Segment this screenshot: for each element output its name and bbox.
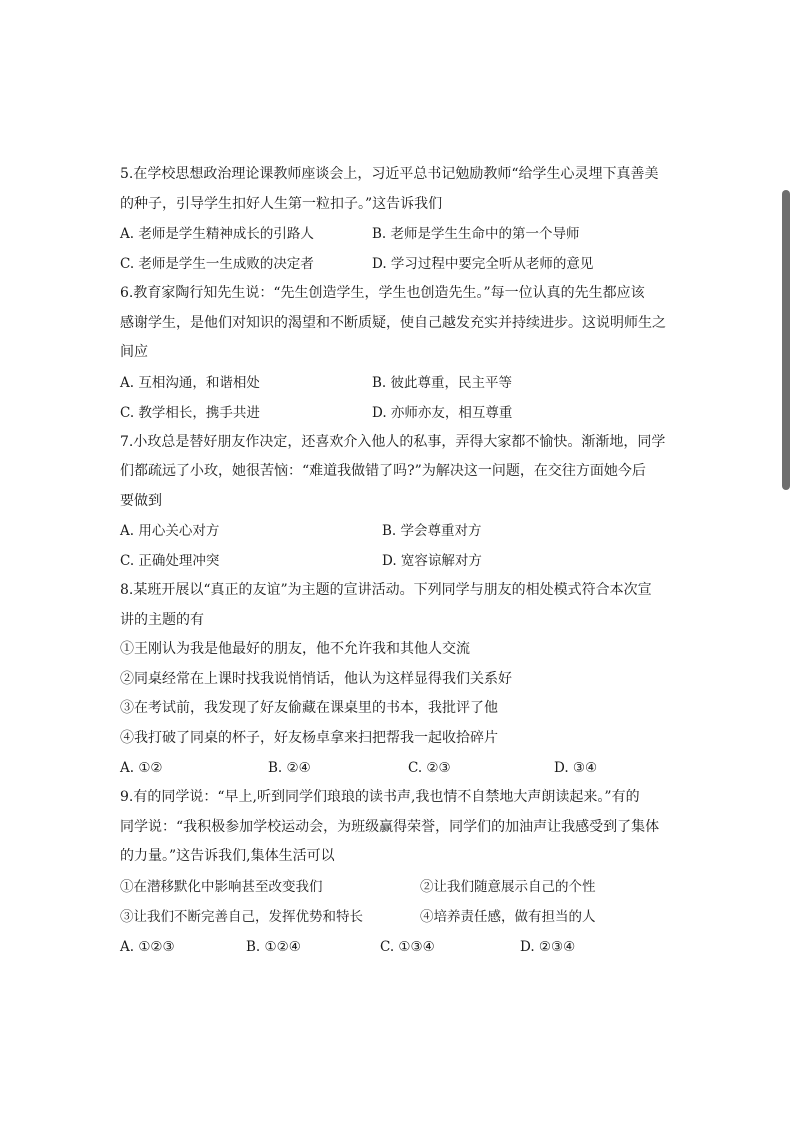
question-9-item-1: ①在潜移默化中影响甚至改变我们 [120,878,323,895]
question-5-option-c: C. 老师是学生一生成败的决定者 [120,256,314,272]
question-6-option-b: B. 彼此尊重，民主平等 [372,374,513,391]
question-8-stem-line-1: 8.某班开展以“真正的友谊”为主题的宣讲活动。下列同学与朋友的相处模式符合本次宣 [120,582,652,598]
question-9-item-4: ④培养责任感，做有担当的人 [420,908,596,925]
question-7-stem-line-3: 要做到 [120,492,162,509]
question-9-option-c: C. ①③④ [380,938,435,955]
question-6-option-c: C. 教学相长，携手共进 [120,404,260,421]
question-9-item-3: ③让我们不断完善自己，发挥优势和特长 [120,908,363,925]
question-9-options-row [120,932,690,962]
scrollbar-track[interactable] [780,0,794,1124]
question-5-options-row-1 [120,219,690,249]
question-9-option-d: D. ②③④ [520,938,576,955]
question-5-option-d: D. 学习过程中要完全听从老师的意见 [372,256,594,272]
question-8-option-c: C. ②③ [408,760,451,776]
scrollbar-thumb[interactable] [782,190,790,490]
question-6-stem-line-1: 6.教育家陶行知先生说：“先生创造学生，学生也创造先生。”每一位认真的先生都应该 [120,285,645,301]
question-9-items-row-2 [120,902,690,932]
question-6-options-row-1 [120,368,690,398]
question-7-options-row-2 [120,546,690,576]
question-7-options-row-1 [120,516,690,546]
question-9-items-row-1 [120,872,690,902]
question-9-option-b: B. ①②④ [246,938,301,955]
question-8-option-d: D. ③④ [554,760,598,776]
question-8-options-row [120,753,690,783]
question-list [120,160,690,962]
question-7-stem-line-2: 们都疏远了小玫，她很苦恼：“难道我做错了吗?”为解决这一问题，在交往方面她今后 [120,463,646,479]
question-7-option-c: C. 正确处理冲突 [120,553,220,569]
question-5-stem-line-1: 5.在学校思想政治理论课教师座谈会上，习近平总书记勉励教师“给学生心灵埋下真善美 [120,166,659,182]
question-6-options-row-2 [120,398,690,428]
question-8-stem-line-2: 讲的主题的有 [120,611,204,628]
question-8-item-3: ③在考试前，我发现了好友偷藏在课桌里的书本，我批评了他 [120,700,498,716]
question-5-stem-line-2: 的种子，引导学生扣好人生第一粒扣子。”这告诉我们 [120,195,443,212]
question-7-stem-line-1: 7.小玫总是替好朋友作决定，还喜欢介入他人的私事，弄得大家都不愉快。渐渐地，同学 [120,433,666,450]
question-8 [120,576,690,783]
question-6-stem-line-3: 间应 [120,344,148,360]
question-5-options-row-2 [120,249,690,279]
question-7-option-a: A. 用心关心对方 [120,523,220,539]
question-9-stem-line-3: 的力量。”这告诉我们,集体生活可以 [120,848,335,864]
question-5-option-a: A. 老师是学生精神成长的引路人 [120,226,314,242]
question-8-option-a: A. ①② [120,760,163,776]
question-7-option-b: B. 学会尊重对方 [382,523,482,539]
question-7-option-d: D. 宽容谅解对方 [382,553,482,569]
question-5 [120,160,690,279]
question-9-stem-line-2: 同学说：“我积极参加学校运动会，为班级赢得荣誉，同学们的加油声让我感受到了集体 [120,818,660,835]
question-8-item-1: ①王刚认为我是他最好的朋友，他不允许我和其他人交流 [120,641,470,657]
question-5-option-b: B. 老师是学生生命中的第一个导师 [372,226,580,242]
question-6 [120,279,690,428]
question-9-stem-line-1: 9.有的同学说：“早上,听到同学们琅琅的读书声,我也情不自禁地大声朗读起来。”有的 [120,789,640,805]
question-7 [120,428,690,577]
question-8-item-2: ②同桌经常在上课时找我说悄悄话，他认为这样显得我们关系好 [120,670,512,687]
question-6-stem-line-2: 感谢学生，是他们对知识的渴望和不断质疑，使自己越发充实并持续进步。这说明师生之 [120,314,666,331]
question-9-option-a: A. ①②③ [120,938,175,955]
question-8-item-4: ④我打破了同桌的杯子，好友杨卓拿来扫把帮我一起收拾碎片 [120,729,498,746]
question-6-option-d: D. 亦师亦友，相互尊重 [372,404,513,421]
question-9 [120,783,690,962]
question-6-option-a: A. 互相沟通，和谐相处 [120,374,260,391]
question-9-item-2: ②让我们随意展示自己的个性 [420,878,596,895]
question-8-option-b: B. ②④ [268,760,311,776]
